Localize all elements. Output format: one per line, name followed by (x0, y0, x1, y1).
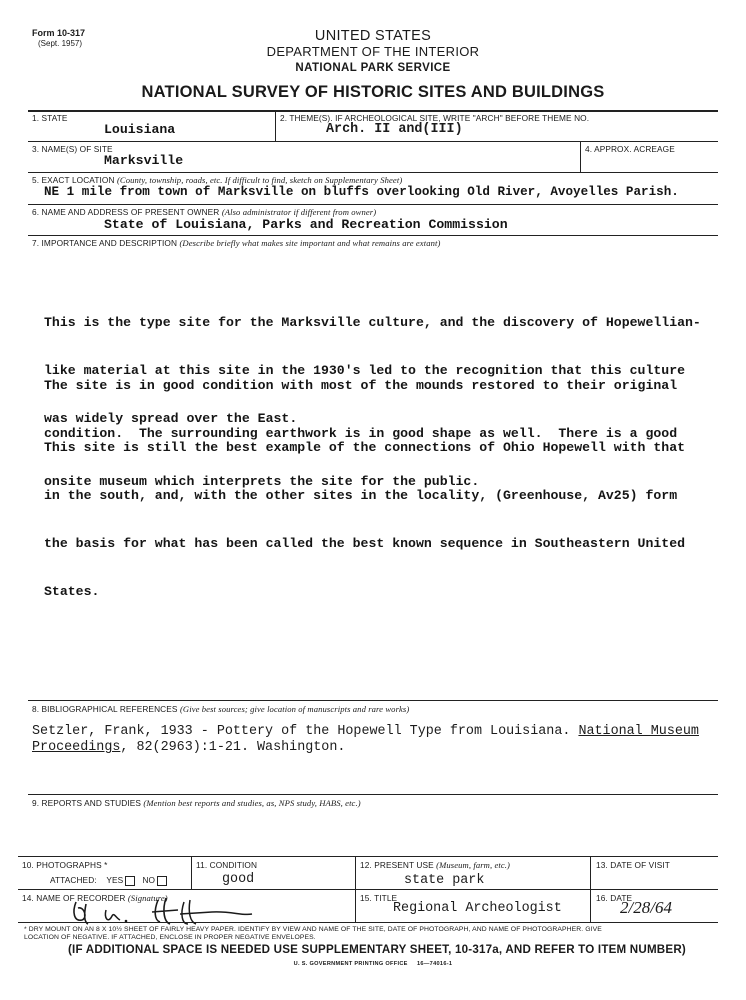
bibliography-label-text: 8. BIBLIOGRAPHICAL REFERENCES (32, 704, 178, 714)
description-line: The site is in good condition with most of the mounds restored to their original (44, 378, 678, 393)
photographs-label: 10. PHOTOGRAPHS * (22, 860, 108, 870)
description-paragraph-3 (44, 408, 724, 616)
date-of-visit-label: 13. DATE OF VISIT (596, 860, 670, 870)
present-use-label (360, 860, 510, 870)
rule-reports (28, 794, 718, 795)
header-agency-line1: UNITED STATES (314, 28, 432, 44)
bibliography-entry-line1 (32, 724, 699, 739)
description-line: like material at this site in the 1930's led to the recognition that this culture (44, 363, 686, 378)
description-line: This site is still the best example of the connections of Ohio Hopewell with that (44, 440, 686, 455)
divider-site-acreage (580, 142, 581, 172)
present-use-label-text: 12. PRESENT USE (360, 860, 434, 870)
location-label (32, 175, 402, 185)
site-name-value: Marksville (104, 153, 184, 168)
location-value: NE 1 mile from town of Marksville on bluffs overlooking Old River, Avoyelles Parish. (44, 185, 679, 199)
attached-label: ATTACHED: (50, 875, 97, 885)
title-label: 15. TITLE (360, 893, 398, 903)
divider-condition-use (355, 857, 356, 922)
form-id: Form 10-317 (32, 28, 86, 38)
description-line: the basis for what has been called the best known sequence in Southeastern United (44, 536, 686, 551)
location-label-text: 5. EXACT LOCATION (32, 175, 115, 185)
rule-bottom-grid-top (18, 856, 718, 857)
form-date: (Sept. 1957) (38, 39, 83, 48)
reports-label-text: 9. REPORTS AND STUDIES (32, 798, 142, 808)
location-hint: (County, township, roads, etc. If difficult to find, sketch on Supplementary Sheet) (116, 175, 403, 185)
no-checkbox[interactable] (157, 876, 167, 886)
description-line: onsite museum which interprets the site for the public. (44, 474, 480, 489)
header-agency-line2: DEPARTMENT OF THE INTERIOR (266, 44, 480, 59)
theme-value: Arch. II and(III) (326, 122, 463, 137)
rule-row2 (28, 141, 718, 142)
printing-office-line: U. S. GOVERNMENT PRINTING OFFICE 16—74016-1 (293, 961, 453, 967)
reports-hint: (Mention best reports and studies, as, NPS study, HABS, etc.) (143, 798, 361, 808)
description-line: condition. The surrounding earthwork is in good shape as well. There is a good (44, 426, 678, 441)
present-use-hint: (Museum, farm, etc.) (436, 860, 510, 870)
divider-use-visit (590, 857, 591, 922)
yes-label: YES (106, 875, 124, 885)
bibliography-label (32, 704, 409, 714)
owner-hint: (Also administrator if different from owner) (221, 207, 377, 217)
recorder-label-text: 14. NAME OF RECORDER (22, 893, 126, 903)
bibliography-hint: (Give best sources; give location of manuscripts and rare works) (179, 704, 410, 714)
supplementary-sheet-notice: (IF ADDITIONAL SPACE IS NEEDED USE SUPPLEMENTARY SHEET, 10-317a, AND REFER TO ITEM NUMBER) (68, 943, 686, 956)
importance-label-text: 7. IMPORTANCE AND DESCRIPTION (32, 238, 178, 248)
condition-value: good (222, 872, 255, 887)
attached-row (50, 875, 167, 886)
acreage-label: 4. APPROX. ACREAGE (585, 144, 675, 154)
photo-instructions-line1: * DRY MOUNT ON AN 8 X 10½ SHEET OF FAIRLY HEAVY PAPER. IDENTIFY BY VIEW AND NAME OF THE SITE, DATE OF PHOTOGRAPH, AND NAME OF PHOTOGRAPHER. GIVE (24, 926, 602, 933)
description-line: This is the type site for the Marksville culture, and the discovery of Hopewellian- (44, 315, 701, 330)
rule-row3 (28, 172, 718, 173)
theme-label: 2. THEME(S). IF ARCHEOLOGICAL SITE, WRITE "ARCH" BEFORE THEME NO. (280, 113, 590, 123)
bibliography-volume: , 82(2963):1-21. Washington. (120, 740, 346, 755)
owner-value: State of Louisiana, Parks and Recreation Commission (104, 217, 508, 232)
description-line: in the south, and, with the other sites in the locality, (Greenhouse, Av25) form (44, 488, 678, 503)
rule-top (28, 110, 718, 112)
site-name-label: 3. NAME(S) OF SITE (32, 144, 113, 154)
recorder-hint: (Signature) (127, 893, 168, 903)
importance-hint: (Describe briefly what makes site important and what remains are extant) (179, 238, 441, 248)
page-title: NATIONAL SURVEY OF HISTORIC SITES AND BUILDINGS (141, 83, 605, 101)
date-label: 16. DATE (596, 893, 633, 903)
title-value: Regional Archeologist (393, 901, 562, 916)
state-value: Louisiana (104, 122, 176, 137)
owner-label (32, 207, 376, 217)
description-line: States. (44, 584, 100, 599)
header-agency-line3: NATIONAL PARK SERVICE (295, 62, 451, 74)
description-line: was widely spread over the East. (44, 411, 298, 426)
divider-state-theme (275, 111, 276, 141)
photo-instructions-line2: LOCATION OF NEGATIVE. IF ATTACHED, ENCLOSE IN PROPER NEGATIVE ENVELOPES. (24, 934, 316, 941)
owner-label-text: 6. NAME AND ADDRESS OF PRESENT OWNER (32, 207, 220, 217)
rule-row5 (28, 235, 718, 236)
no-label: NO (142, 875, 156, 885)
rule-bottom-grid-middle (18, 889, 718, 890)
rule-row4 (28, 204, 718, 205)
reports-label (32, 798, 361, 808)
bibliography-journal-part1: National Museum (578, 724, 699, 739)
bibliography-citation: Setzler, Frank, 1933 - Pottery of the Hopewell Type from Louisiana. (32, 724, 579, 739)
date-value: 2/28/64 (620, 898, 672, 917)
condition-label: 11. CONDITION (196, 860, 258, 870)
bibliography-journal-part2: Proceedings (32, 740, 121, 755)
divider-photos-condition (191, 857, 192, 889)
present-use-value: state park (404, 873, 485, 888)
rule-bibliography (28, 700, 718, 701)
state-label: 1. STATE (32, 113, 68, 123)
importance-label (32, 238, 440, 248)
yes-checkbox[interactable] (125, 876, 135, 886)
bibliography-entry-line2 (32, 740, 345, 755)
